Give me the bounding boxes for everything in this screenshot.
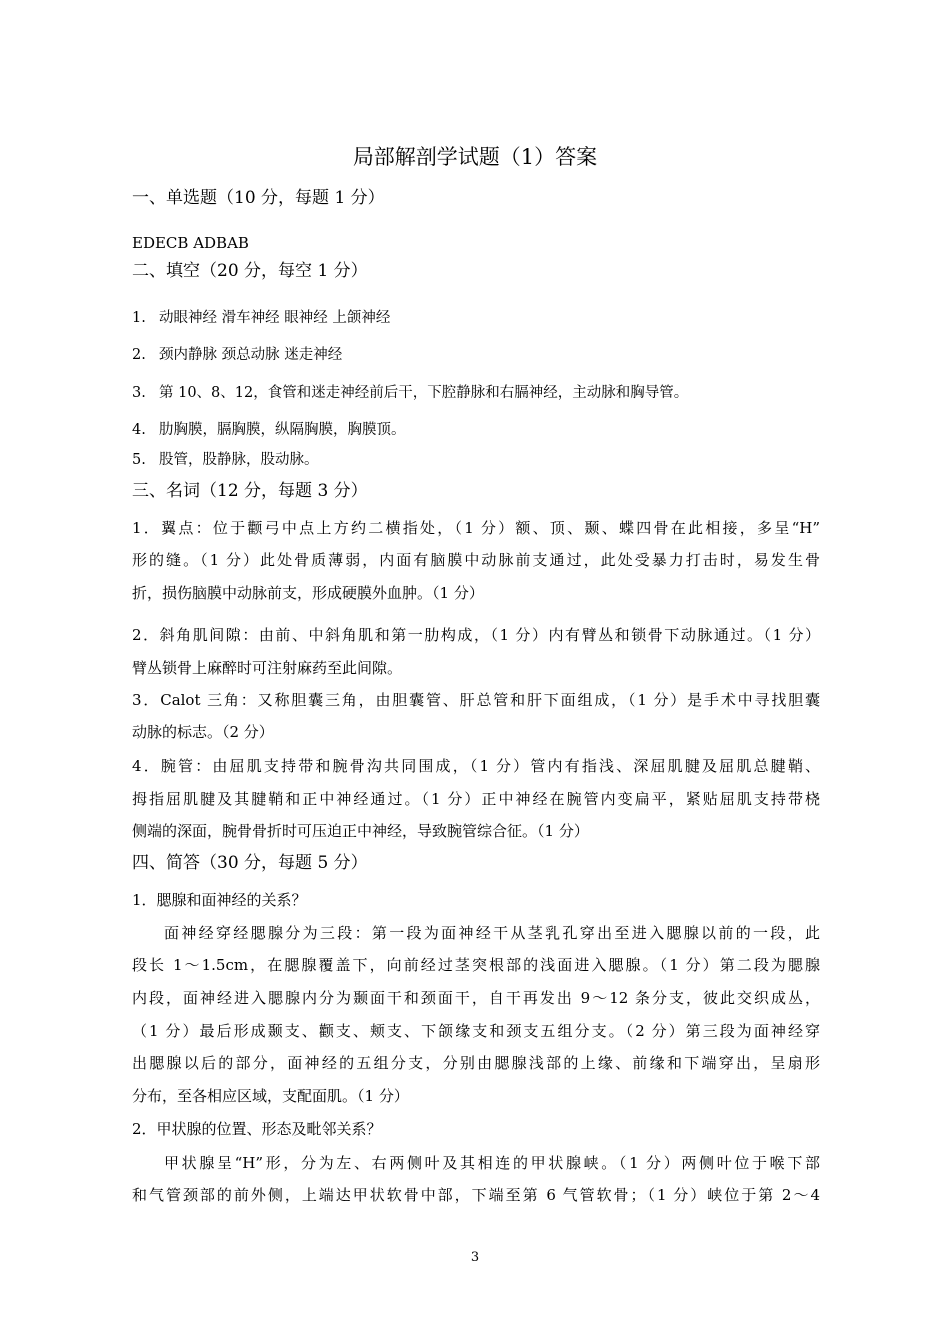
term-line: 动脉的标志。（2 分） — [132, 723, 274, 741]
fill-item-4: 4. 肋胸膜，膈胸膜，纵隔胸膜，胸膜顶。 — [132, 422, 406, 438]
term-line: 拇指屈肌腱及其腱鞘和正中神经通过。（1 分）正中神经在腕管内变扁平，紧贴屈肌支持带桡 — [132, 790, 820, 808]
answer-line: （1 分）最后形成颞支、颧支、颊支、下颌缘支和颈支五组分支。（2 分）第三段为面神经穿 — [132, 1022, 820, 1040]
answer-line: 面神经穿经腮腺分为三段：第一段为面神经干从茎乳孔穿出至进入腮腺以前的一段，此 — [164, 924, 820, 942]
fill-item-2: 2. 颈内静脉 颈总动脉 迷走神经 — [132, 347, 343, 363]
answer-line: 段长 1～1.5cm，在腮腺覆盖下，向前经过茎突根部的浅面进入腮腺。（1 分）第二段为腮腺 — [132, 956, 820, 974]
answer-line: 分布，至各相应区域，支配面肌。（1 分） — [132, 1087, 409, 1105]
fill-item-3: 3. 第 10、8、12，食管和迷走神经前后干，下腔静脉和右膈神经，主动脉和胸导管。 — [132, 385, 689, 401]
section-1-answers: EDECB ADBAB — [132, 234, 249, 252]
page-title: 局部解剖学试题（1）答案 — [352, 145, 598, 169]
question-heading: 2．甲状腺的位置、形态及毗邻关系？ — [132, 1120, 382, 1138]
term-line: 2．斜角肌间隙：由前、中斜角肌和第一肋构成，（1 分）内有臂丛和锁骨下动脉通过。（1 分） — [132, 626, 820, 644]
term-line: 形的缝。（1 分）此处骨质薄弱，内面有脑膜中动脉前支通过，此处受暴力打击时，易发生骨 — [132, 551, 820, 569]
answer-line: 和气管颈部的前外侧，上端达甲状软骨中部，下端至第 6 气管软骨；（1 分）峡位于第 2～4 — [132, 1186, 820, 1204]
term-line: 侧端的深面，腕骨骨折时可压迫正中神经，导致腕管综合征。（1 分） — [132, 822, 589, 840]
term-line: 3．Calot 三角：又称胆囊三角，由胆囊管、肝总管和肝下面组成，（1 分）是手术中寻找胆囊 — [132, 691, 820, 709]
fill-item-5: 5. 股管，股静脉，股动脉。 — [132, 452, 319, 468]
section-2-heading: 二、填空（20 分，每空 1 分） — [132, 261, 368, 281]
fill-item-1: 1. 动眼神经 滑车神经 眼神经 上颌神经 — [132, 310, 391, 326]
term-line: 1．翼点：位于颧弓中点上方约二横指处，（1 分）额、顶、颞、蝶四骨在此相接，多呈“H” — [132, 519, 820, 537]
answer-line: 内段，面神经进入腮腺内分为颞面干和颈面干，自干再发出 9～12 条分支，彼此交织成丛， — [132, 989, 820, 1007]
answer-line: 出腮腺以后的部分，面神经的五组分支，分别由腮腺浅部的上缘、前缘和下端穿出，呈扇形 — [132, 1054, 820, 1072]
section-3-heading: 三、名词（12 分，每题 3 分） — [132, 481, 368, 501]
term-line: 4．腕管：由屈肌支持带和腕骨沟共同围成，（1 分）管内有指浅、深屈肌腱及屈肌总腱鞘、 — [132, 757, 820, 775]
page-number: 3 — [470, 1250, 480, 1265]
term-line: 折，损伤脑膜中动脉前支，形成硬膜外血肿。（1 分） — [132, 584, 484, 602]
term-line: 臂丛锁骨上麻醉时可注射麻药至此间隙。 — [132, 659, 403, 677]
section-1-heading: 一、单选题（10 分，每题 1 分） — [132, 188, 385, 208]
question-heading: 1．腮腺和面神经的关系？ — [132, 891, 307, 909]
answer-line: 甲状腺呈“H”形，分为左、右两侧叶及其相连的甲状腺峡。（1 分）两侧叶位于喉下部 — [164, 1154, 820, 1172]
section-4-heading: 四、简答（30 分，每题 5 分） — [132, 853, 368, 873]
